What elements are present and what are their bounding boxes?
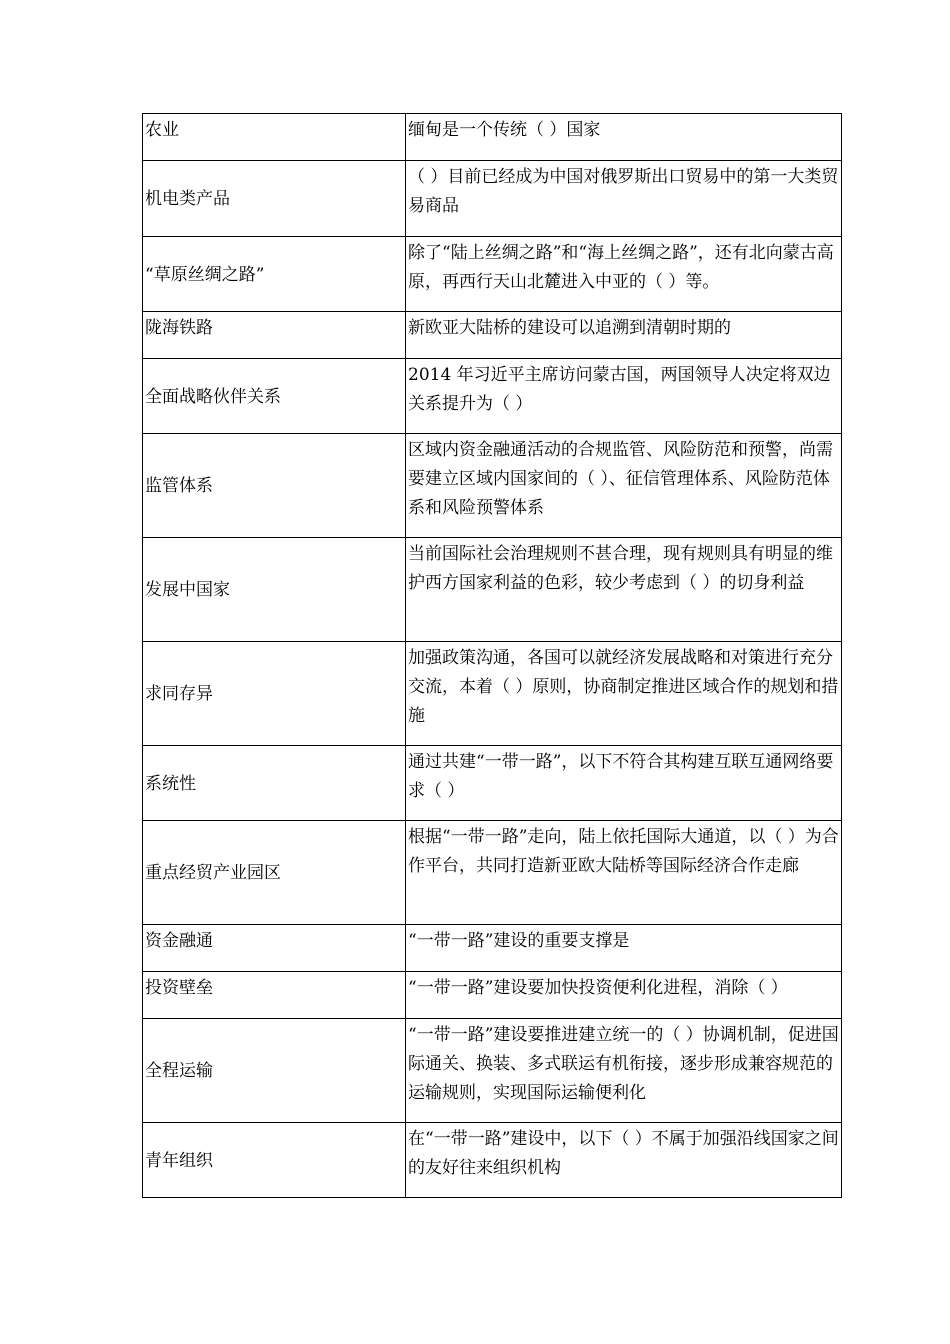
question-cell: 根据“一带一路”走向，陆上依托国际大通道，以（ ）为合作平台，共同打造新亚欧大陆桥等国际经济合作走廊 bbox=[406, 821, 842, 925]
question-cell: 缅甸是一个传统（ ）国家 bbox=[406, 114, 842, 161]
table-row bbox=[143, 1123, 842, 1198]
answer-cell: 陇海铁路 bbox=[143, 312, 406, 359]
question-cell: 区域内资金融通活动的合规监管、风险防范和预警，尚需要建立区域内国家间的（ ）、征信管理体系、风险防范体系和风险预警体系 bbox=[406, 434, 842, 538]
question-cell: “一带一路”建设要推进建立统一的（ ）协调机制，促进国际通关、换装、多式联运有机衔接，逐步形成兼容规范的运输规则，实现国际运输便利化 bbox=[406, 1019, 842, 1123]
table-row bbox=[143, 746, 842, 821]
table-row bbox=[143, 161, 842, 237]
question-cell: （ ）目前已经成为中国对俄罗斯出口贸易中的第一大类贸易商品 bbox=[406, 161, 842, 237]
table-row bbox=[143, 114, 842, 161]
question-cell: 除了“陆上丝绸之路”和“海上丝绸之路”，还有北向蒙古高原，再西行天山北麓进入中亚的（ ）等。 bbox=[406, 237, 842, 312]
table-row bbox=[143, 1019, 842, 1123]
qa-table bbox=[142, 113, 842, 1198]
answer-cell: 系统性 bbox=[143, 746, 406, 821]
table-row bbox=[143, 359, 842, 434]
question-cell: 加强政策沟通，各国可以就经济发展战略和对策进行充分交流，本着（ ）原则，协商制定推进区域合作的规划和措施 bbox=[406, 642, 842, 746]
answer-cell: 重点经贸产业园区 bbox=[143, 821, 406, 925]
table-row bbox=[143, 538, 842, 642]
answer-cell: 求同存异 bbox=[143, 642, 406, 746]
answer-cell: 农业 bbox=[143, 114, 406, 161]
table-row bbox=[143, 312, 842, 359]
question-cell: “一带一路”建设要加快投资便利化进程，消除（ ） bbox=[406, 972, 842, 1019]
question-cell: “一带一路”建设的重要支撑是 bbox=[406, 925, 842, 972]
question-cell: 2014 年习近平主席访问蒙古国，两国领导人决定将双边关系提升为（ ） bbox=[406, 359, 842, 434]
answer-cell: 机电类产品 bbox=[143, 161, 406, 237]
answer-cell: 发展中国家 bbox=[143, 538, 406, 642]
answer-cell: 全面战略伙伴关系 bbox=[143, 359, 406, 434]
question-cell: 在“一带一路”建设中，以下（ ）不属于加强沿线国家之间的友好往来组织机构 bbox=[406, 1123, 842, 1198]
answer-cell: 青年组织 bbox=[143, 1123, 406, 1198]
table-row bbox=[143, 821, 842, 925]
table-row bbox=[143, 925, 842, 972]
answer-cell: 资金融通 bbox=[143, 925, 406, 972]
answer-cell: “草原丝绸之路” bbox=[143, 237, 406, 312]
table-row bbox=[143, 434, 842, 538]
table-row bbox=[143, 972, 842, 1019]
table-row bbox=[143, 237, 842, 312]
answer-cell: 监管体系 bbox=[143, 434, 406, 538]
question-cell: 当前国际社会治理规则不甚合理，现有规则具有明显的维护西方国家利益的色彩，较少考虑到（ ）的切身利益 bbox=[406, 538, 842, 642]
question-cell: 新欧亚大陆桥的建设可以追溯到清朝时期的 bbox=[406, 312, 842, 359]
table-row bbox=[143, 642, 842, 746]
answer-cell: 投资壁垒 bbox=[143, 972, 406, 1019]
answer-cell: 全程运输 bbox=[143, 1019, 406, 1123]
question-cell: 通过共建“一带一路”，以下不符合其构建互联互通网络要求（ ） bbox=[406, 746, 842, 821]
